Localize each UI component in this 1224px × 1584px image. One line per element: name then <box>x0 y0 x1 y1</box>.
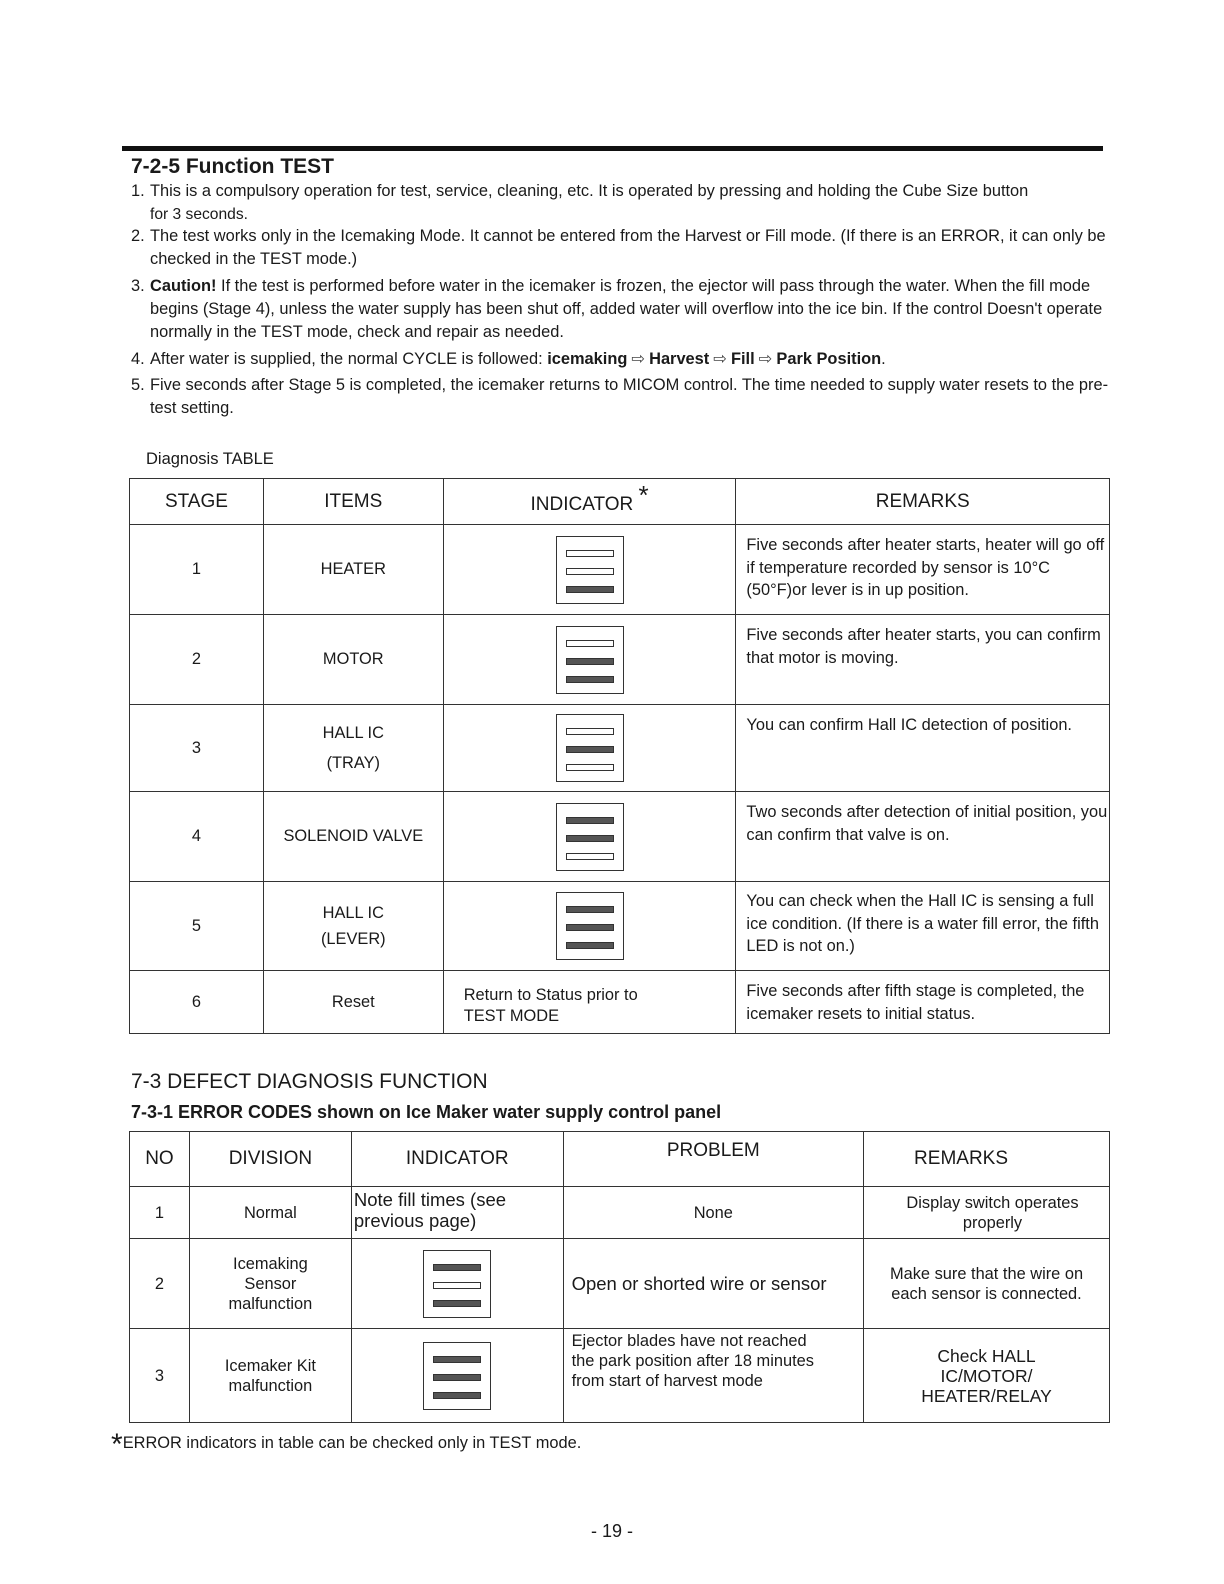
table-row <box>130 882 1110 971</box>
led-bar <box>566 906 614 913</box>
led-bar <box>566 640 614 647</box>
remark-cell: Display switch operates properly <box>864 1187 1110 1239</box>
caution-label: Caution! <box>150 277 217 295</box>
stage-cell: 2 <box>130 615 264 705</box>
led-bar <box>566 658 614 665</box>
stage-cell: 5 <box>130 882 264 971</box>
item-sublabel: (LEVER) <box>320 930 386 948</box>
section-title: 7-2-5 Function TEST <box>131 155 335 178</box>
header-remarks: REMARKS <box>864 1132 1110 1187</box>
led-bar <box>566 550 614 557</box>
list-item <box>131 275 1126 344</box>
page-number: - 19 - <box>590 1521 633 1541</box>
led-indicator-panel <box>423 1342 491 1410</box>
list-item <box>131 180 1126 226</box>
stage-cell: 6 <box>130 971 264 1034</box>
indicator-cell <box>351 1239 563 1329</box>
indicator-cell <box>443 882 736 971</box>
arrow-right-icon: ⇨ <box>758 350 773 368</box>
table-header-row <box>130 479 1110 525</box>
led-bar <box>566 728 614 735</box>
header-division: DIVISION <box>189 1132 351 1187</box>
header-indicator: INDICATOR <box>351 1132 563 1187</box>
led-bar <box>433 1356 481 1363</box>
item-cell <box>263 882 443 971</box>
led-bar <box>433 1392 481 1399</box>
header-stage: STAGE <box>130 479 264 525</box>
indicator-cell <box>443 615 736 705</box>
error-codes-table <box>129 1131 1110 1423</box>
division-cell: Icemaker Kit malfunction <box>189 1329 351 1423</box>
led-indicator-panel <box>556 803 624 871</box>
list-item <box>131 348 1126 371</box>
item-text: The test works only in the Icemaking Mode. It cannot be entered from the Harvest or Fill mode. (If there is an ERROR, it can only be checked in the TEST mode.) <box>150 227 1106 268</box>
item-number: 2. <box>131 227 145 245</box>
led-bar <box>433 1264 481 1271</box>
remark-cell: You can check when the Hall IC is sensing a full ice condition. (If there is a water fill error, the fifth LED is not on.) <box>736 882 1110 971</box>
header-no: NO <box>130 1132 190 1187</box>
led-bar <box>566 586 614 593</box>
arrow-right-icon: ⇨ <box>713 350 727 368</box>
no-cell: 3 <box>130 1329 190 1423</box>
table-row <box>130 705 1110 792</box>
remark-cell: Five seconds after heater starts, you can confirm that motor is moving. <box>736 615 1110 705</box>
remark-cell: Two seconds after detection of initial position, you can confirm that valve is on. <box>736 792 1110 882</box>
defect-section-title: 7-3 DEFECT DIAGNOSIS FUNCTION <box>131 1070 488 1093</box>
item-text-end: . <box>881 350 886 368</box>
cycle-step: Fill <box>730 350 755 368</box>
footnote <box>111 1422 582 1461</box>
led-bar <box>433 1300 481 1307</box>
led-bar <box>566 817 614 824</box>
item-number: 3. <box>131 277 145 295</box>
header-indicator-label: INDICATOR <box>530 494 634 515</box>
led-bar <box>566 764 614 771</box>
item-cell <box>263 705 443 792</box>
stage-cell: 3 <box>130 705 264 792</box>
list-item <box>131 374 1126 420</box>
arrow-right-icon: ⇨ <box>631 350 646 368</box>
header-indicator <box>443 479 736 525</box>
indicator-cell <box>443 705 736 792</box>
led-indicator-panel <box>556 892 624 960</box>
diagnosis-table-caption: Diagnosis TABLE <box>146 450 274 468</box>
division-cell: Icemaking Sensor malfunction <box>189 1239 351 1329</box>
table-row <box>130 971 1110 1034</box>
led-indicator-panel <box>423 1250 491 1318</box>
indicator-cell <box>443 792 736 882</box>
item-text: If the test is performed before water in the icemaker is frozen, the ejector will pass through the water. When the fill mode begins (Stage 4), unless the water supply has been shut off, added water will overflow into the ice bin. If the control Doesn't operate normally in the TEST mode, check and repair as needed. <box>150 277 1103 341</box>
remark-cell: Five seconds after fifth stage is completed, the icemaker resets to initial status. <box>736 971 1110 1034</box>
led-indicator-panel <box>556 536 624 604</box>
table-row <box>130 615 1110 705</box>
division-cell: Normal <box>189 1187 351 1239</box>
remark-cell: Five seconds after heater starts, heater will go off if temperature recorded by sensor is 10°C (50°F)or lever is in up position. <box>736 525 1110 615</box>
diagnosis-table <box>129 478 1110 1034</box>
led-indicator-panel <box>556 626 624 694</box>
item-cell: HEATER <box>263 525 443 615</box>
header-items: ITEMS <box>263 479 443 525</box>
led-bar <box>566 942 614 949</box>
instruction-list <box>131 180 1126 420</box>
item-label: HALL IC <box>322 904 384 922</box>
led-bar <box>566 924 614 931</box>
item-sublabel: (TRAY) <box>326 754 380 772</box>
led-bar <box>433 1374 481 1381</box>
item-text-continued: for 3 seconds. <box>150 206 248 223</box>
no-cell: 1 <box>130 1187 190 1239</box>
remark-cell: You can confirm Hall IC detection of position. <box>736 705 1110 792</box>
problem-cell: None <box>563 1187 863 1239</box>
item-cell: SOLENOID VALVE <box>263 792 443 882</box>
indicator-cell <box>443 525 736 615</box>
item-number: 1. <box>131 182 145 200</box>
no-cell: 2 <box>130 1239 190 1329</box>
header-problem: PROBLEM <box>563 1132 863 1187</box>
led-bar <box>566 835 614 842</box>
table-row <box>130 1239 1110 1329</box>
problem-cell: Ejector blades have not reached the park position after 18 minutes from start of harvest mode <box>563 1329 863 1423</box>
led-bar <box>566 676 614 683</box>
led-bar <box>566 746 614 753</box>
table-row <box>130 1187 1110 1239</box>
asterisk-icon: * <box>111 1428 123 1461</box>
led-bar <box>566 853 614 860</box>
item-text: This is a compulsory operation for test, service, cleaning, etc. It is operated by pressing and holding the Cube Size button <box>150 182 1029 200</box>
item-cell: MOTOR <box>263 615 443 705</box>
led-bar <box>566 568 614 575</box>
led-indicator-panel <box>556 714 624 782</box>
cycle-step: icemaking <box>547 350 628 368</box>
error-codes-subtitle: 7-3-1 ERROR CODES shown on Ice Maker water supply control panel <box>131 1102 722 1122</box>
indicator-cell: Return to Status prior to TEST MODE <box>443 971 736 1034</box>
item-number: 4. <box>131 350 145 368</box>
problem-cell: Open or shorted wire or sensor <box>563 1239 863 1329</box>
cycle-step: Harvest <box>649 350 710 368</box>
remark-cell: Check HALL IC/MOTOR/ HEATER/RELAY <box>864 1329 1110 1423</box>
table-header-row <box>130 1132 1110 1187</box>
stage-cell: 4 <box>130 792 264 882</box>
item-cell: Reset <box>263 971 443 1034</box>
header-remarks: REMARKS <box>736 479 1110 525</box>
indicator-cell <box>351 1329 563 1423</box>
item-text: Five seconds after Stage 5 is completed, the icemaker returns to MICOM control. The time needed to supply water resets to the pre- test setting. <box>150 376 1109 417</box>
asterisk-icon: * <box>638 480 649 510</box>
item-text: After water is supplied, the normal CYCLE is followed: <box>150 350 548 368</box>
footnote-text: ERROR indicators in table can be checked only in TEST mode. <box>122 1434 582 1452</box>
stage-cell: 1 <box>130 525 264 615</box>
indicator-cell: Note fill times (see previous page) <box>351 1187 563 1239</box>
top-rule <box>122 146 1103 151</box>
table-row <box>130 525 1110 615</box>
remark-cell: Make sure that the wire on each sensor is connected. <box>864 1239 1110 1329</box>
item-number: 5. <box>131 376 145 394</box>
table-row <box>130 1329 1110 1423</box>
table-row <box>130 792 1110 882</box>
led-bar <box>433 1282 481 1289</box>
item-label: HALL IC <box>322 724 384 742</box>
list-item <box>131 225 1126 271</box>
cycle-step: Park Position <box>776 350 882 368</box>
